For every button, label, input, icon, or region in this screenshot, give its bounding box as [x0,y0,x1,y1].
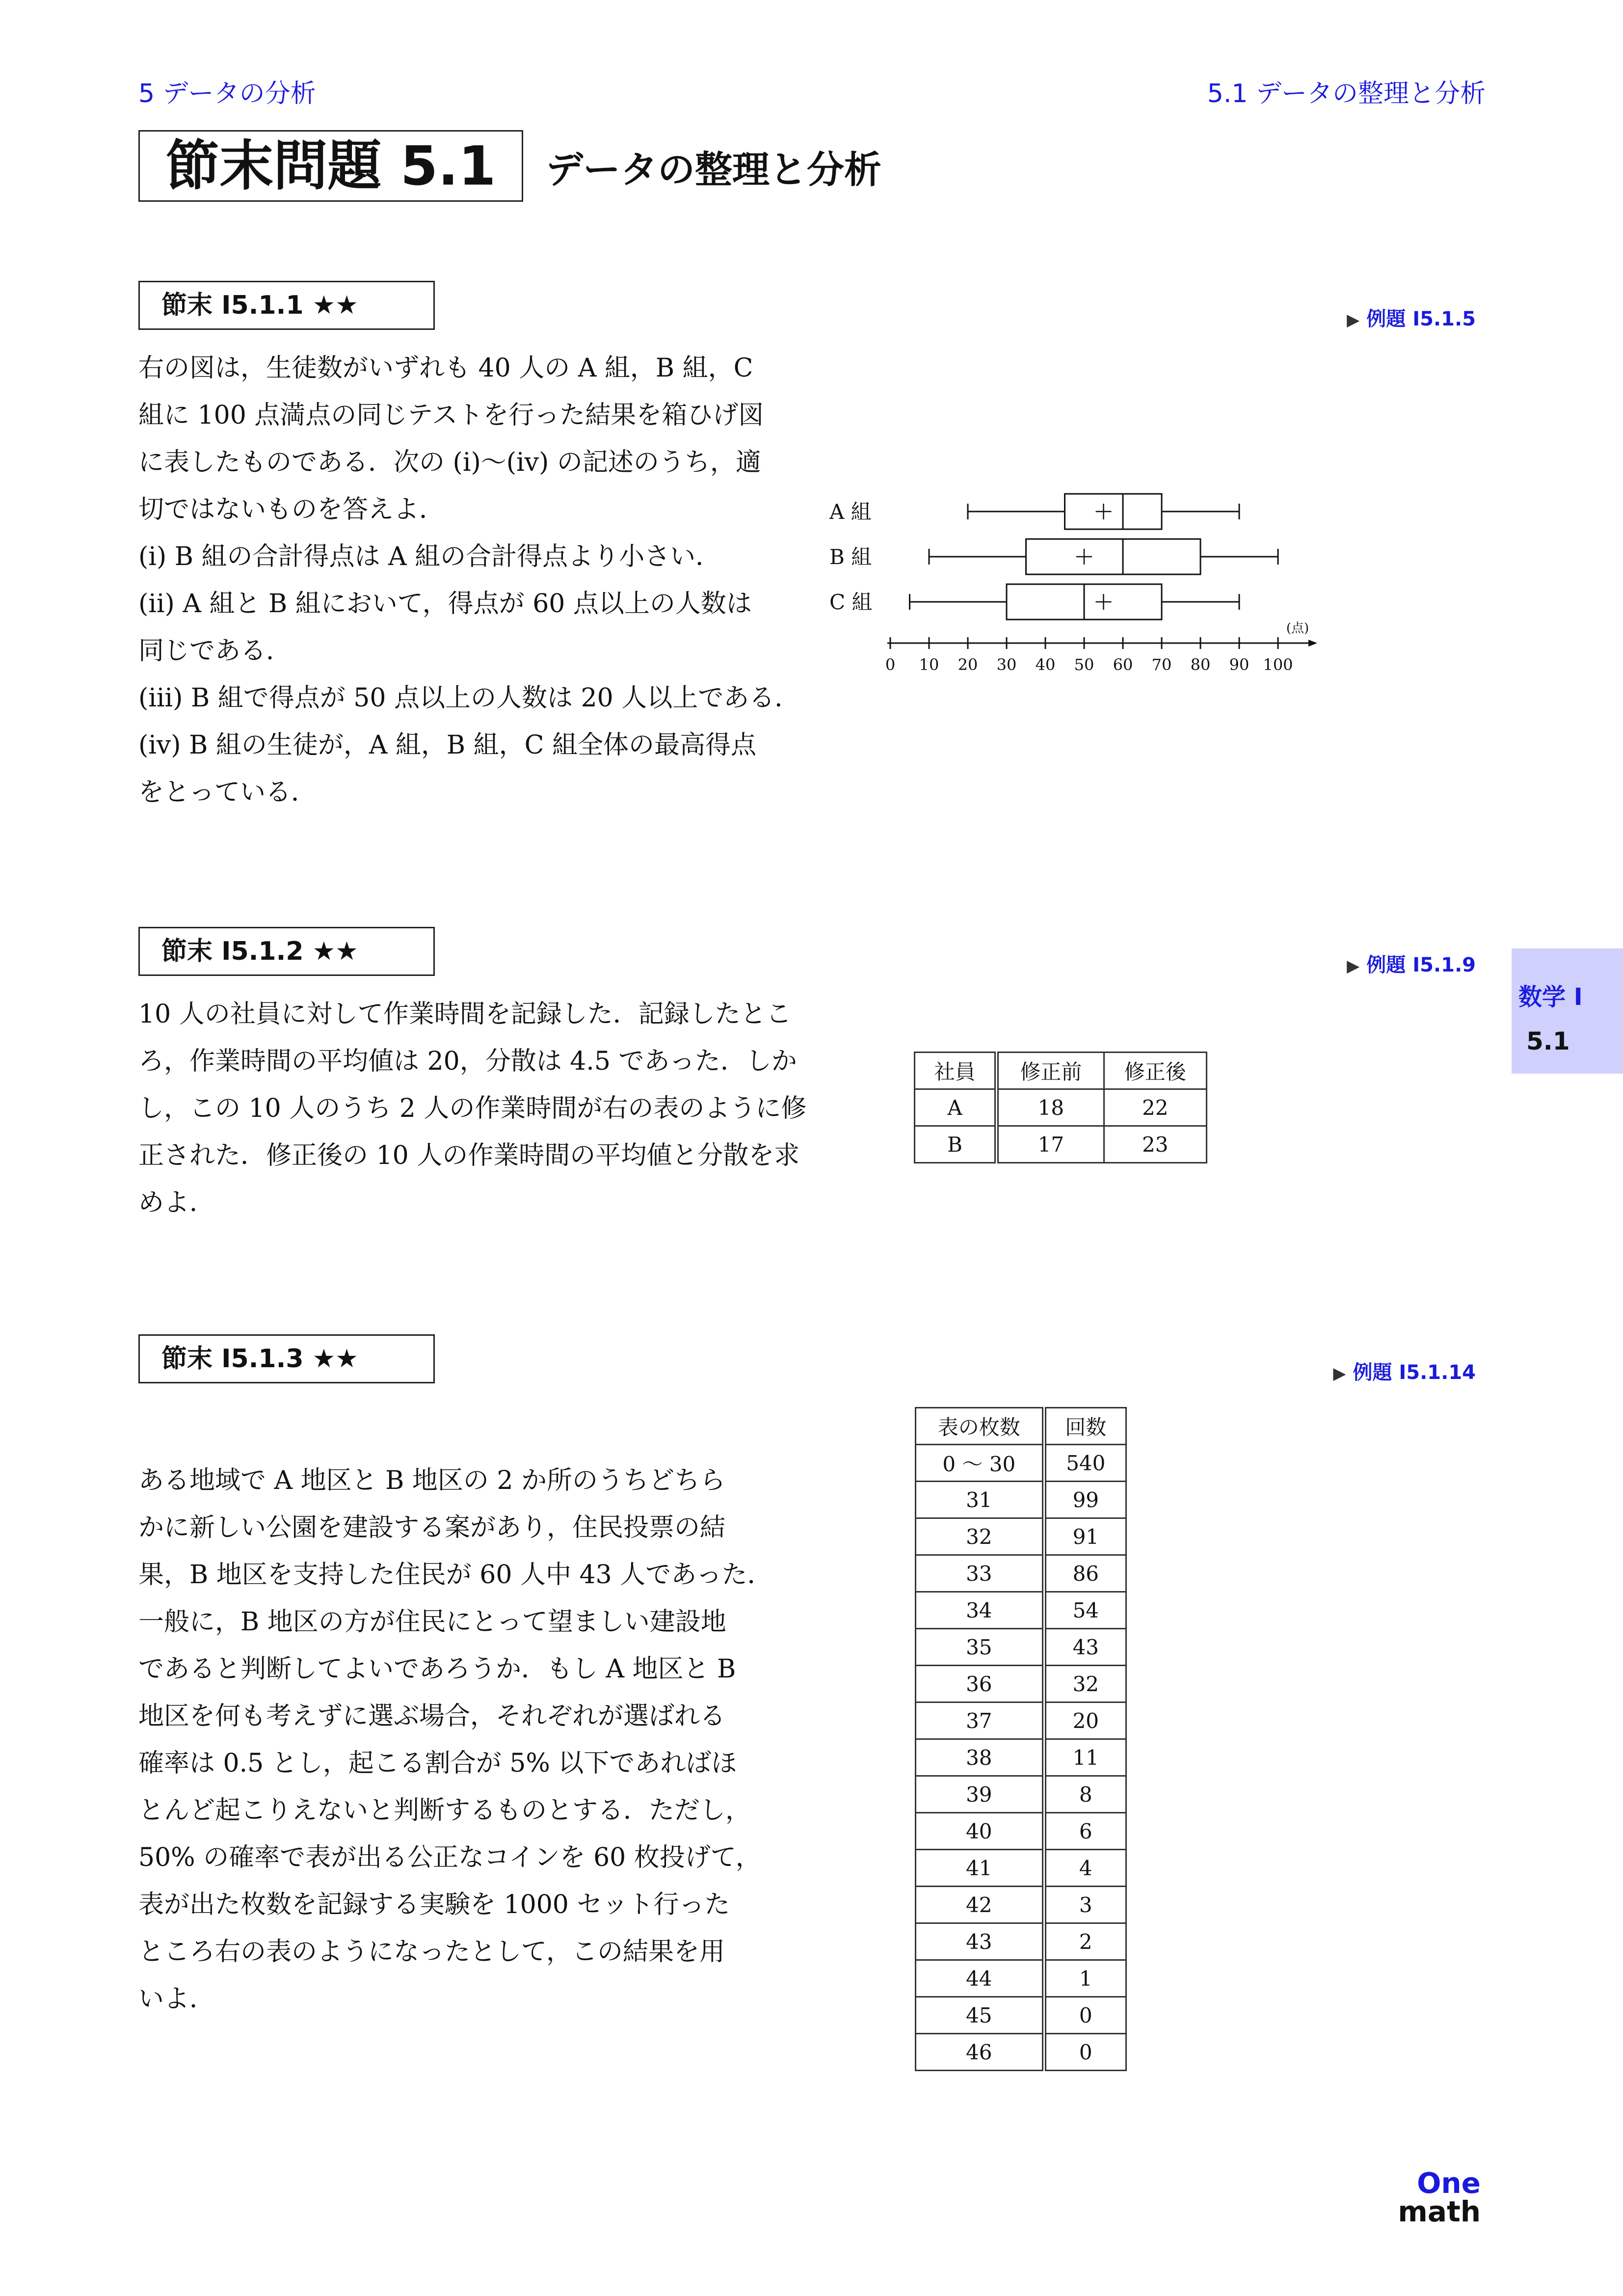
problem2-ref: 例題 I5.1.9 [1366,954,1476,976]
table-row [916,1518,1126,1555]
text-line: に表したものである．次の (i)〜(iv) の記述のうち，適 [138,448,761,477]
table-row [915,1089,1207,1126]
table-row [916,1629,1126,1666]
axis-arrow-icon [1308,640,1317,647]
table-row [916,1997,1126,2034]
table-row [916,1482,1126,1518]
table-cell: 86 [1044,1555,1126,1592]
table-row [915,1126,1207,1163]
table-row [916,1923,1126,1960]
group-label: A 組 [829,500,872,524]
table-row [916,1850,1126,1887]
box [1065,494,1162,529]
page-subtitle: データの整理と分析 [546,148,881,191]
x-tick-label: 60 [1113,655,1133,674]
table-row [916,1887,1126,1923]
logo-line-2: math [1398,2195,1481,2228]
table-header: 社員 [915,1053,997,1089]
table-cell: 42 [916,1887,1044,1923]
x-tick-label: 40 [1035,655,1056,674]
text-line: 確率は 0.5 とし，起こる割合が 5% 以下であればほ [138,1749,737,1778]
onemath-logo [1398,2166,1481,2228]
text-line: 10 人の社員に対して作業時間を記録した．記録したとこ [138,999,792,1029]
triangle-right-icon: ▶ [1333,1364,1346,1383]
text-line: (i) B 組の合計得点は A 組の合計得点より小さい． [138,542,721,571]
problem3-ref: 例題 I5.1.14 [1353,1361,1476,1384]
problem2-ref-link[interactable] [1347,949,1476,977]
table-cell: 11 [1044,1739,1126,1776]
table-cell: 17 [997,1126,1104,1163]
table-row [916,1813,1126,1850]
table-cell: 22 [1104,1089,1206,1126]
table-cell: 45 [916,1997,1044,2034]
table-row [916,1555,1126,1592]
problem1-text [138,345,800,816]
table-cell: 33 [916,1555,1044,1592]
text-line: 正された．修正後の 10 人の作業時間の平均値と分散を求 [138,1141,800,1170]
problem3-label: 節末 I5.1.3 ★★ [138,1334,435,1383]
x-tick-label: 80 [1190,655,1211,674]
table-cell: 36 [916,1666,1044,1702]
x-tick-label: 0 [885,655,896,674]
table-header-row [915,1053,1207,1089]
table-cell: 91 [1044,1518,1126,1555]
box [1026,539,1201,574]
x-tick-label: 70 [1151,655,1172,674]
text-line: し，この 10 人のうち 2 人の作業時間が右の表のように修 [138,1094,807,1123]
table-cell: 34 [916,1592,1044,1629]
table-cell: 38 [916,1739,1044,1776]
table-cell: 99 [1044,1482,1126,1518]
table-cell: 0 ～ 30 [916,1445,1044,1482]
table-row [916,1702,1126,1739]
table-cell: 0 [1044,1997,1126,2034]
problem1-ref-link[interactable] [1347,303,1476,331]
text-line: めよ． [138,1188,215,1217]
x-tick-label: 90 [1229,655,1250,674]
table-header: 回数 [1044,1408,1126,1445]
table-header: 修正前 [997,1053,1104,1089]
table-row [916,1739,1126,1776]
table-cell: 44 [916,1960,1044,1997]
table-cell: 20 [1044,1702,1126,1739]
table-row [916,1960,1126,1997]
table-row [916,1445,1126,1482]
table-cell: 8 [1044,1776,1126,1813]
text-line: (ii) A 組と B 組において，得点が 60 点以上の人数は [138,589,752,619]
table-row [916,2034,1126,2071]
table-cell: A [915,1089,997,1126]
table-header: 修正後 [1104,1053,1206,1089]
table-cell: 1 [1044,1960,1126,1997]
table-cell: 43 [916,1923,1044,1960]
table-cell: 4 [1044,1850,1126,1887]
text-line: いよ． [138,1984,215,2014]
correction-table [914,1052,1207,1163]
table-cell: 23 [1104,1126,1206,1163]
table-cell: 39 [916,1776,1044,1813]
text-line: (iii) B 組で得点が 50 点以上の人数は 20 人以上である． [138,683,800,713]
text-line: 地区を何も考えずに選ぶ場合，それぞれが選ばれる [138,1702,726,1731]
table-cell: 0 [1044,2034,1126,2071]
text-line: をとっている． [138,778,317,807]
x-tick-label: 100 [1263,655,1293,674]
table-cell: 41 [916,1850,1044,1887]
table-header-row [916,1408,1126,1445]
group-label: B 組 [829,545,872,569]
triangle-right-icon: ▶ [1347,310,1360,330]
text-line: 果，B 地区を支持した住民が 60 人中 43 人であった． [138,1560,773,1590]
table-cell: 32 [1044,1666,1126,1702]
table-cell: 54 [1044,1592,1126,1629]
problem2-text [138,991,806,1226]
x-axis-unit: (点) [1286,621,1309,636]
table-cell: 31 [916,1482,1044,1518]
page-title: 節末問題 5.1 [138,130,523,202]
problem1-ref: 例題 I5.1.5 [1366,308,1476,330]
x-tick-label: 20 [958,655,978,674]
side-tab-subject: 数学 I [1518,983,1583,1011]
coin-table [915,1407,1127,2071]
x-tick-label: 30 [996,655,1017,674]
side-tab-section: 5.1 [1526,1027,1570,1055]
logo-line-1: One [1417,2166,1481,2200]
table-cell: 32 [916,1518,1044,1555]
boxplot-chart [829,486,1330,682]
text-line: 50% の確率で表が出る公正なコインを 60 枚投げて， [138,1843,761,1872]
table-row [916,1776,1126,1813]
chapter-header: 5 データの分析 [138,79,316,108]
problem3-ref-link[interactable] [1333,1357,1476,1385]
table-cell: B [915,1126,997,1163]
table-cell: 6 [1044,1813,1126,1850]
x-tick-label: 50 [1074,655,1094,674]
problem2-label: 節末 I5.1.2 ★★ [138,927,435,976]
table-cell: 18 [997,1089,1104,1126]
section-header: 5.1 データの整理と分析 [1207,79,1486,108]
text-line: 右の図は，生徒数がいずれも 40 人の A 組，B 組，C [138,353,753,383]
x-tick-label: 10 [919,655,939,674]
table-cell: 2 [1044,1923,1126,1960]
problem3-text [138,1457,773,2023]
text-line: 表が出た枚数を記録する実験を 1000 セット行った [138,1890,730,1919]
table-header: 表の枚数 [916,1408,1044,1445]
table-cell: 46 [916,2034,1044,2071]
text-line: かに新しい公園を建設する案があり，住民投票の結 [138,1513,726,1542]
group-label: C 組 [829,590,873,614]
text-line: とんど起こりえないと判断するものとする．ただし， [138,1796,751,1825]
side-tab [1512,948,1623,1074]
text-line: 一般に，B 地区の方が住民にとって望ましい建設地 [138,1607,726,1637]
text-line: 組に 100 点満点の同じテストを行った結果を箱ひげ図 [138,401,764,430]
text-line: であると判断してよいであろうか．もし A 地区と B [138,1654,736,1684]
table-row [916,1666,1126,1702]
text-line: 同じである． [138,636,292,666]
table-cell: 37 [916,1702,1044,1739]
text-line: ところ右の表のようになったとして，この結果を用 [138,1937,725,1967]
triangle-right-icon: ▶ [1347,956,1360,976]
table-cell: 540 [1044,1445,1126,1482]
text-line: 切ではないものを答えよ． [138,495,445,524]
problem1-label: 節末 I5.1.1 ★★ [138,281,435,330]
table-cell: 35 [916,1629,1044,1666]
text-line: ある地域で A 地区と B 地区の 2 か所のうちどちら [138,1466,726,1495]
table-cell: 3 [1044,1887,1126,1923]
table-cell: 43 [1044,1629,1126,1666]
table-cell: 40 [916,1813,1044,1850]
table-row [916,1592,1126,1629]
text-line: ろ，作業時間の平均値は 20，分散は 4.5 であった．しか [138,1047,797,1076]
text-line: (iv) B 組の生徒が，A 組，B 組，C 組全体の最高得点 [138,730,756,760]
